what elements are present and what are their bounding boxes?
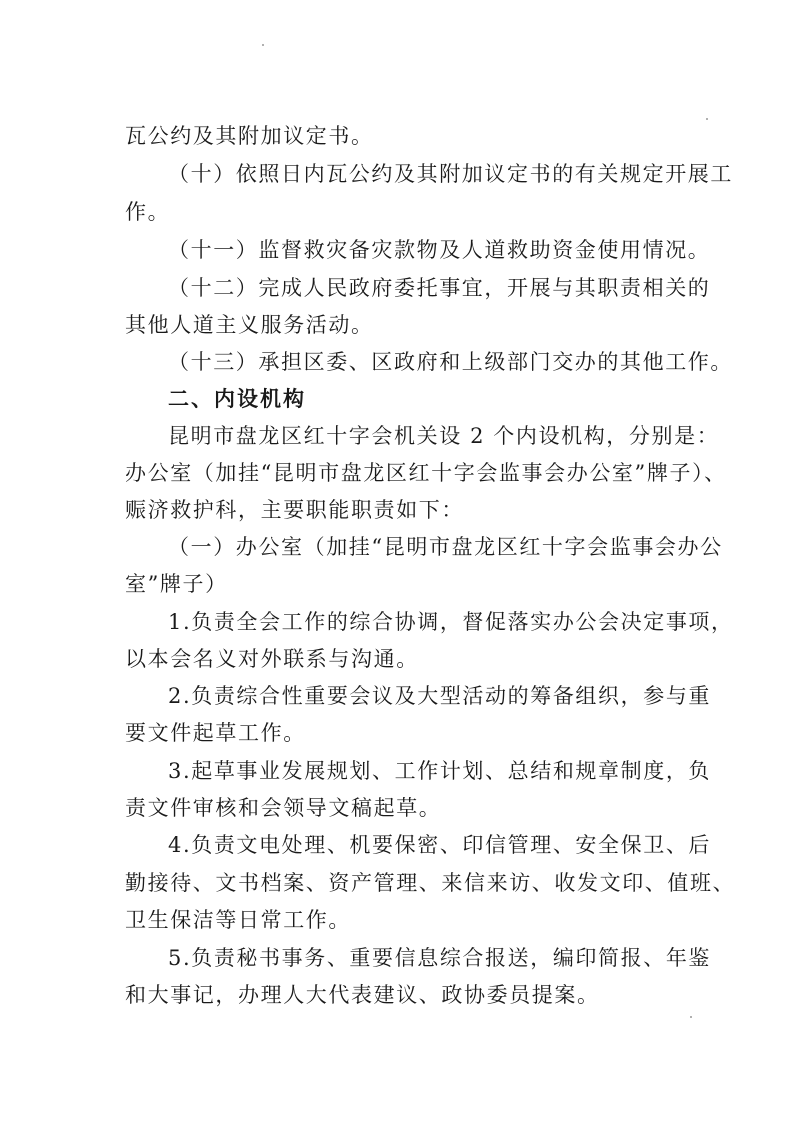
- paragraph-line: 勤接待、文书档案、资产管理、来信来访、收发文印、值班、: [125, 871, 736, 895]
- paragraph-line: 作。: [125, 200, 171, 224]
- paragraph-line: 3.起草事业发展规划、工作计划、总结和规章制度，负: [168, 759, 712, 783]
- paragraph-line: （十）依照日内瓦公约及其附加议定书的有关规定开展工: [168, 162, 733, 186]
- paragraph-line: （十二）完成人民政府委托事宜，开展与其职责相关的: [168, 276, 711, 300]
- paragraph-line: 2.负责综合性重要会议及大型活动的筹备组织，参与重: [168, 684, 712, 708]
- section-heading: 二、内设机构: [168, 387, 306, 411]
- paragraph-line: 和大事记，办理人大代表建议、政协委员提案。: [125, 983, 600, 1007]
- scan-speck: [262, 44, 264, 46]
- scan-speck: [690, 1016, 692, 1018]
- paragraph-line: 昆明市盘龙区红十字会机关设 2 个内设机构，分别是：: [168, 424, 720, 448]
- paragraph-line: 4.负责文电处理、机要保密、印信管理、安全保卫、后: [168, 833, 712, 857]
- paragraph-line: 1.负责全会工作的综合协调，督促落实办公会决定事项，: [168, 610, 734, 634]
- paragraph-line: （十一）监督救灾备灾款物及人道救助资金使用情况。: [168, 238, 711, 262]
- paragraph-line: 赈济救护科，主要职能职责如下：: [125, 498, 464, 522]
- paragraph-line: 瓦公约及其附加议定书。: [125, 124, 374, 148]
- paragraph-line: 责文件审核和会领导文稿起草。: [125, 796, 442, 820]
- paragraph-line: 5.负责秘书事务、重要信息综合报送，编印简报、年鉴: [168, 946, 712, 970]
- paragraph-line: 室”牌子）: [125, 572, 228, 596]
- paragraph-line: （一）办公室（加挂“昆明市盘龙区红十字会监事会办公: [168, 535, 723, 559]
- paragraph-line: （十三）承担区委、区政府和上级部门交办的其他工作。: [168, 350, 733, 374]
- paragraph-line: 办公室（加挂“昆明市盘龙区红十字会监事会办公室”牌子）、: [125, 461, 727, 485]
- scan-speck: [706, 118, 708, 120]
- paragraph-line: 要文件起草工作。: [125, 721, 306, 745]
- paragraph-line: 其他人道主义服务活动。: [125, 313, 374, 337]
- paragraph-line: 卫生保洁等日常工作。: [125, 908, 351, 932]
- paragraph-line: 以本会名义对外联系与沟通。: [125, 647, 419, 671]
